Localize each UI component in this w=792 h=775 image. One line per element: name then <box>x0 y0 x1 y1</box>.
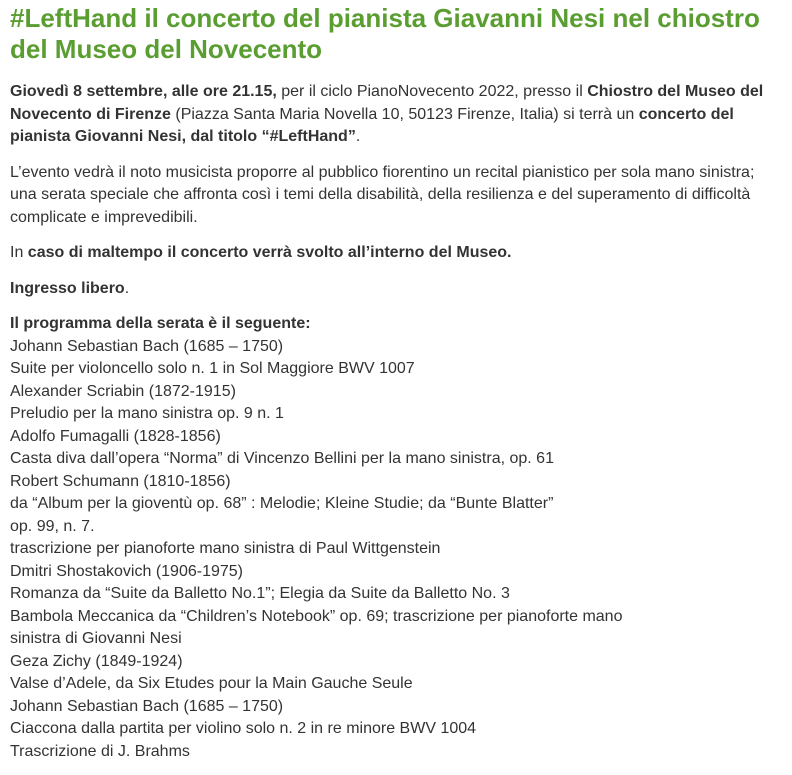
program-item: Johann Sebastian Bach (1685 – 1750) <box>10 697 284 715</box>
program-item: Bambola Meccanica da “Children’s Notebook” op. 69; trascrizione per pianoforte mano <box>10 607 623 625</box>
program-item: Geza Zichy (1849-1924) <box>10 652 183 670</box>
article-title: #LeftHand il concerto del pianista Giavanni Nesi nel chiostro del Museo del Novecento <box>10 3 760 64</box>
program-item: Robert Schumann (1810-1856) <box>10 472 231 490</box>
program-list <box>10 336 782 764</box>
article <box>0 3 792 763</box>
program-item: Dmitri Shostakovich (1906-1975) <box>10 562 243 580</box>
entry-suffix: . <box>124 279 130 297</box>
intro-text-1: per il ciclo PianoNovecento 2022, presso il <box>276 83 588 100</box>
program-item: Preludio per la mano sinistra op. 9 n. 1 <box>10 405 284 422</box>
program-item: trascrizione per pianoforte mano sinistra di Paul Wittgenstein <box>10 540 441 557</box>
free-entry: Ingresso libero <box>10 279 125 297</box>
intro-text-3: . <box>355 128 361 145</box>
program-item: Casta diva dall’opera “Norma” di Vincenzo Bellini per la mano sinistra, op. 61 <box>10 450 554 467</box>
program-item: Suite per violoncello solo n. 1 in Sol Maggiore BWV 1007 <box>10 360 415 377</box>
program-item: Romanza da “Suite da Balletto No.1”; Elegia da Suite da Balletto No. 3 <box>10 585 510 602</box>
concert-title: concerto del pianista Giovanni Nesi, dal titolo “#LeftHand” <box>10 105 734 145</box>
weather-prefix: In <box>10 244 28 261</box>
program-item: Trascrizione di J. Brahms <box>10 742 190 760</box>
program-item: Valse d’Adele, da Six Etudes pour la Main Gauche Seule <box>10 675 413 692</box>
program-item: Ciaccona dalla partita per violino solo n. 2 in re minore BWV 1004 <box>10 720 477 737</box>
program-item: Alexander Scriabin (1872-1915) <box>10 382 236 400</box>
program-item: da “Album per la gioventù op. 68” : Melodie; Kleine Studie; da “Bunte Blatter” <box>10 495 554 512</box>
program-item: op. 99, n. 7. <box>10 517 95 535</box>
program-heading: Il programma della serata è il seguente: <box>10 315 311 332</box>
weather-note: caso di maltempo il concerto verrà svolto all’interno del Museo. <box>27 244 512 261</box>
program-item: sinistra di Giovanni Nesi <box>10 630 182 647</box>
intro-text-2: (Piazza Santa Maria Novella 10, 50123 Firenze, Italia) si terrà un <box>170 105 639 123</box>
description-paragraph: L’evento vedrà il noto musicista proporre al pubblico fiorentino un recital pianistico per sola mano sinistra; una serata speciale che affronta così i temi della disabilità, della resilienza e del superamento di difficoltà complicate e imprevedibili. <box>10 163 755 226</box>
intro-paragraph <box>10 81 782 149</box>
program-item: Johann Sebastian Bach (1685 – 1750) <box>10 337 284 355</box>
event-venue: Chiostro del Museo del Novecento di Firenze <box>10 83 764 123</box>
weather-paragraph <box>10 242 782 265</box>
event-date: Giovedì 8 settembre, alle ore 21.15, <box>10 83 277 100</box>
program-item: Adolfo Fumagalli (1828-1856) <box>10 427 221 445</box>
entry-paragraph <box>10 278 782 301</box>
